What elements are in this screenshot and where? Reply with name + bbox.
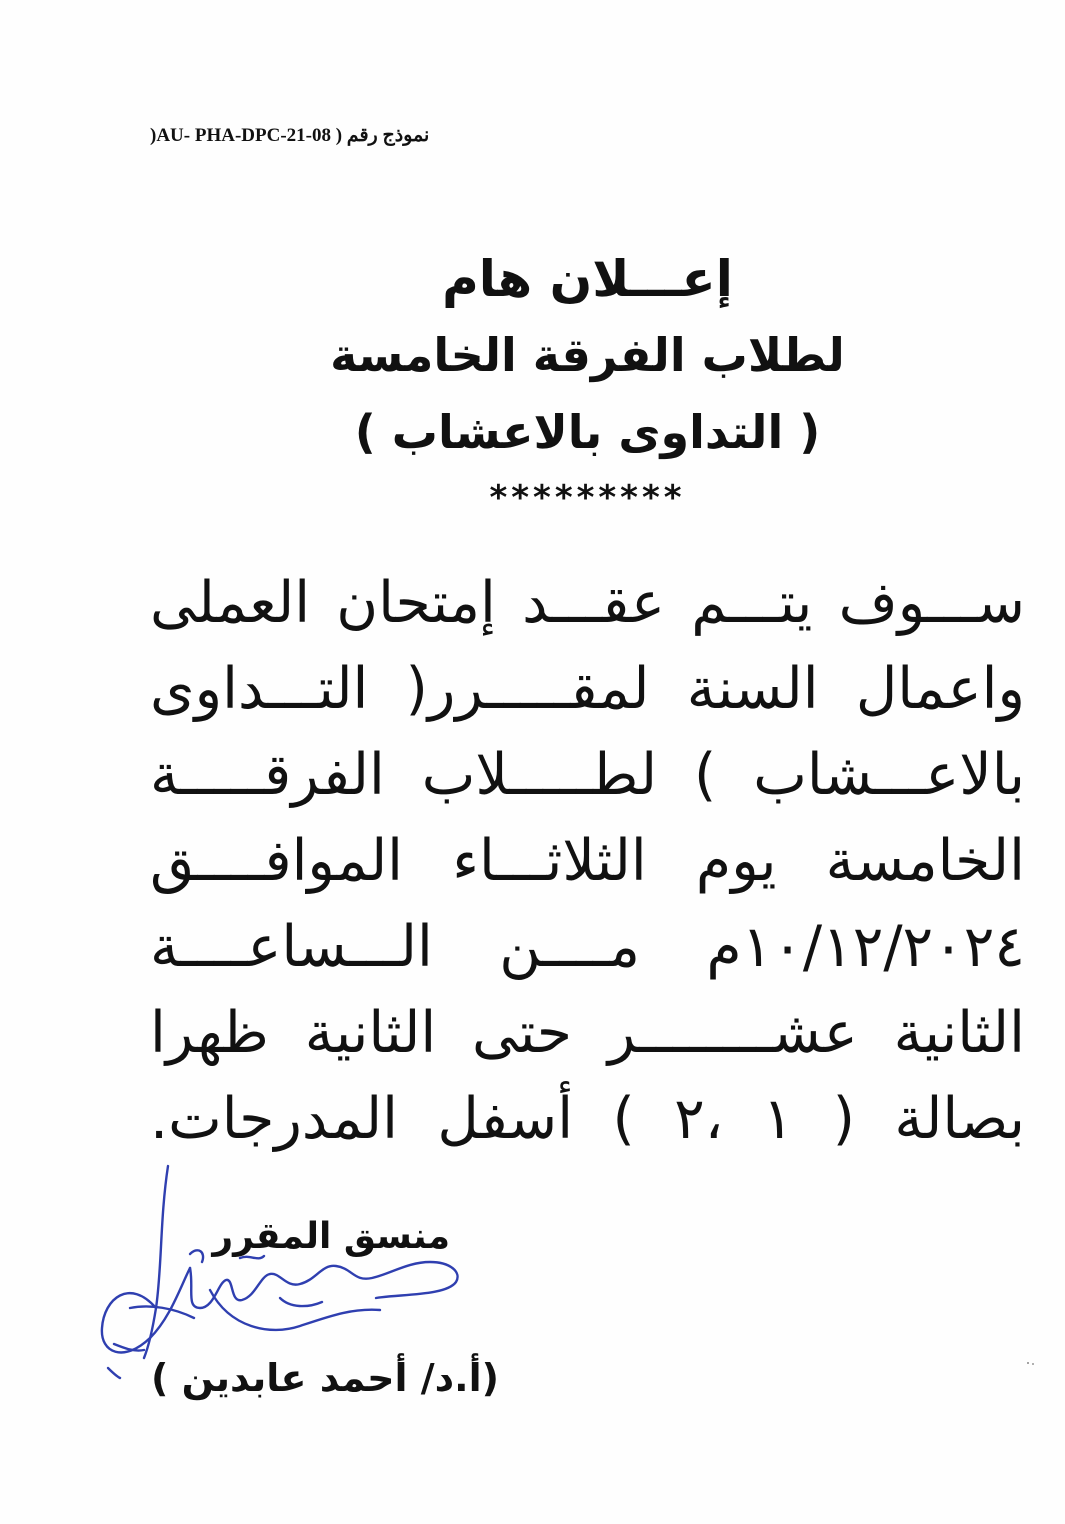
body-line: بالاعـــشاب ) لطـــــلاب الفرقـــــة	[150, 742, 1025, 808]
body-line: ســـوف يتـــم عقـــد إمتحان العملى	[150, 570, 1025, 636]
scan-speck	[1025, 1360, 1037, 1366]
form-number-code: AU- PHA-DPC-21-08	[156, 125, 331, 146]
body-line: بصالة ( ١ ،٢ ) أسفل المدرجات.	[150, 1086, 1025, 1152]
separator-stars: *********	[489, 478, 686, 518]
body-line: ١٠/١٢/٢٠٢٤م مــــن الـــساعــــة	[150, 914, 1025, 980]
body-line: الخامسة يوم الثلاثـــاء الموافــــق	[150, 828, 1025, 894]
body-line: الثانية عشــــــــر حتى الثانية ظهرا	[150, 1000, 1025, 1066]
form-number-close: (	[150, 125, 157, 146]
handwritten-signature	[90, 1158, 480, 1388]
coordinator-label: منسق المقرر	[212, 1216, 450, 1257]
body-line: واعمال السنة لمقـــــرر( التـــداوى	[150, 656, 1025, 722]
form-number	[150, 124, 540, 147]
announcement-body	[150, 560, 1025, 1162]
form-number-label: نموذج رقم (	[335, 125, 430, 146]
course-name: ( التداوى بالاعشاب )	[354, 405, 821, 459]
coordinator-name: (أ.د/ أحمد عابدين )	[150, 1356, 499, 1400]
announcement-title: إعـــلان هام	[442, 250, 733, 308]
announcement-subtitle: لطلاب الفرقة الخامسة	[330, 328, 845, 382]
